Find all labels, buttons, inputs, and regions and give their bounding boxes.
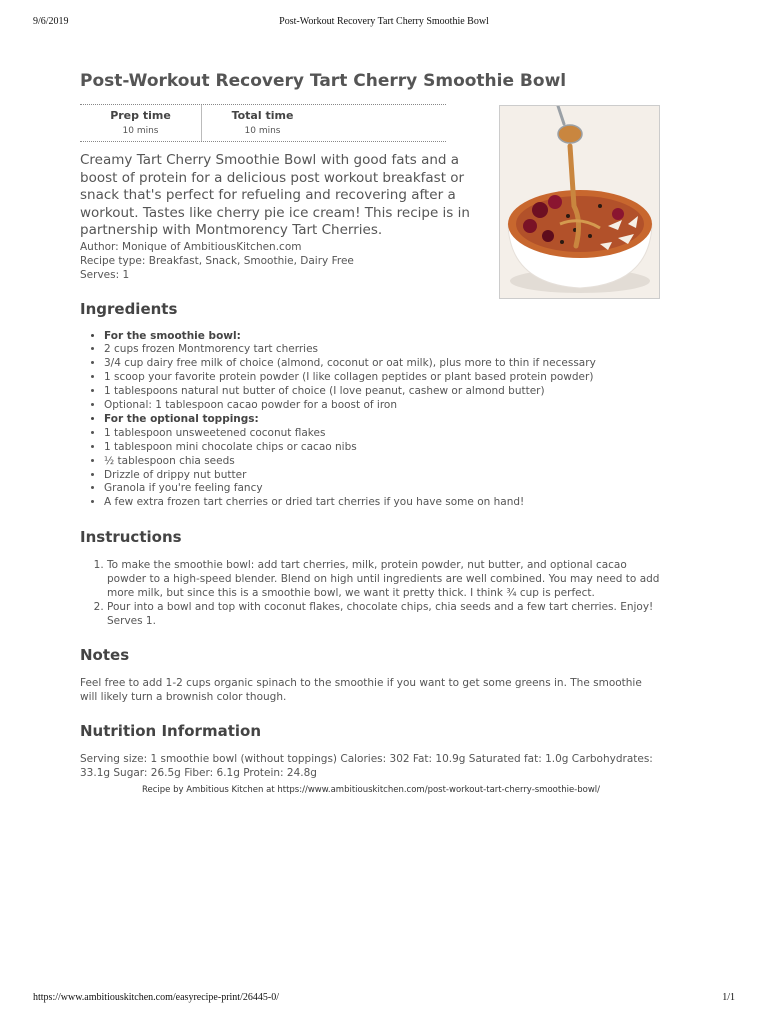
total-time	[201, 105, 323, 141]
nutrition-text: Serving size: 1 smoothie bowl (without toppings) Calories: 302 Fat: 10.9g Saturated fat: 1.0g Carbohydrates: 33.1g Sugar: 26.5g Fiber: 6.1g Protein: 24.8g	[80, 753, 653, 780]
ingredient-item: • 1 scoop your favorite protein powder (I like collagen peptides or plant based protein powder)	[104, 371, 662, 385]
prep-time	[80, 105, 201, 141]
ingredient-item: • ½ tablespoon chia seeds	[104, 455, 662, 469]
ingredient-item: • A few extra frozen tart cherries or dried tart cherries if you have some on hand!	[104, 496, 662, 510]
notes-heading: Notes	[80, 646, 130, 665]
prep-time-label: Prep time	[110, 109, 171, 122]
ingredient-item: • 1 tablespoon mini chocolate chips or cacao nibs	[104, 441, 662, 455]
instruction-step: 1. To make the smoothie bowl: add tart cherries, milk, protein powder, nut butter, and optional cacao powder to a high-speed blender. Blend on high until ingredients are well combined. You may need to add more milk, but since this is a smoothie bowl, we want it pretty thick. I think ¾ cup is perfect.	[107, 558, 662, 600]
print-page-title: Post-Workout Recovery Tart Cherry Smoothie Bowl	[279, 16, 489, 27]
ingredient-item: • 1 tablespoons natural nut butter of choice (I love peanut, cashew or almond butter)	[104, 385, 662, 399]
ingredient-item: • Granola if you're feeling fancy	[104, 482, 662, 496]
total-time-label: Total time	[231, 109, 294, 122]
smoothie-bowl-photo	[499, 105, 660, 299]
recipe-serves: Serves: 1	[80, 268, 130, 281]
ingredient-item: • 1 tablespoon unsweetened coconut flakes	[104, 427, 662, 441]
ingredient-item: • 2 cups frozen Montmorency tart cherries	[104, 343, 662, 357]
instructions-list	[80, 558, 662, 628]
prep-time-value: 10 mins	[122, 126, 159, 136]
recipe-title: Post-Workout Recovery Tart Cherry Smoothie Bowl	[80, 71, 567, 91]
ingredient-group-heading: • For the smoothie bowl:	[104, 330, 662, 344]
recipe-credit: Recipe by Ambitious Kitchen at https://www.ambitiouskitchen.com/post-workout-tart-cherry-smoothie-bowl/	[141, 785, 601, 796]
recipe-type: Recipe type: Breakfast, Snack, Smoothie, Dairy Free	[80, 254, 354, 267]
instruction-step: 2. Pour into a bowl and top with coconut flakes, chocolate chips, chia seeds and a few tart cherries. Enjoy! Serves 1.	[107, 600, 662, 628]
recipe-author: Author: Monique of AmbitiousKitchen.com	[80, 240, 302, 253]
ingredients-heading: Ingredients	[80, 299, 178, 318]
notes-text: Feel free to add 1-2 cups organic spinach to the smoothie if you want to get some greens in. The smoothie will likely turn a brownish color though.	[80, 677, 642, 704]
print-url: https://www.ambitiouskitchen.com/easyrecipe-print/26445-0/	[33, 992, 279, 1003]
ingredient-item: • Optional: 1 tablespoon cacao powder for a boost of iron	[104, 399, 662, 413]
instructions-heading: Instructions	[80, 528, 182, 547]
nutrition-heading: Nutrition Information	[80, 722, 261, 741]
print-date: 9/6/2019	[33, 16, 69, 27]
ingredient-group-heading: • For the optional toppings:	[104, 413, 662, 427]
recipe-summary: Creamy Tart Cherry Smoothie Bowl with good fats and a boost of protein for a delicious post workout breakfast or snack that's perfect for refueling and recovering after a workout. Tastes like cherry pie ice cream! This recipe is in partnership with Montmorency Tart Cherries.	[80, 152, 470, 238]
recipe-times	[80, 104, 446, 142]
page-count: 1/1	[722, 992, 735, 1003]
ingredient-item: • 3/4 cup dairy free milk of choice (almond, coconut or oat milk), plus more to thin if necessary	[104, 357, 662, 371]
ingredient-item: • Drizzle of drippy nut butter	[104, 469, 662, 483]
total-time-value: 10 mins	[244, 126, 281, 136]
ingredients-list	[80, 330, 662, 511]
